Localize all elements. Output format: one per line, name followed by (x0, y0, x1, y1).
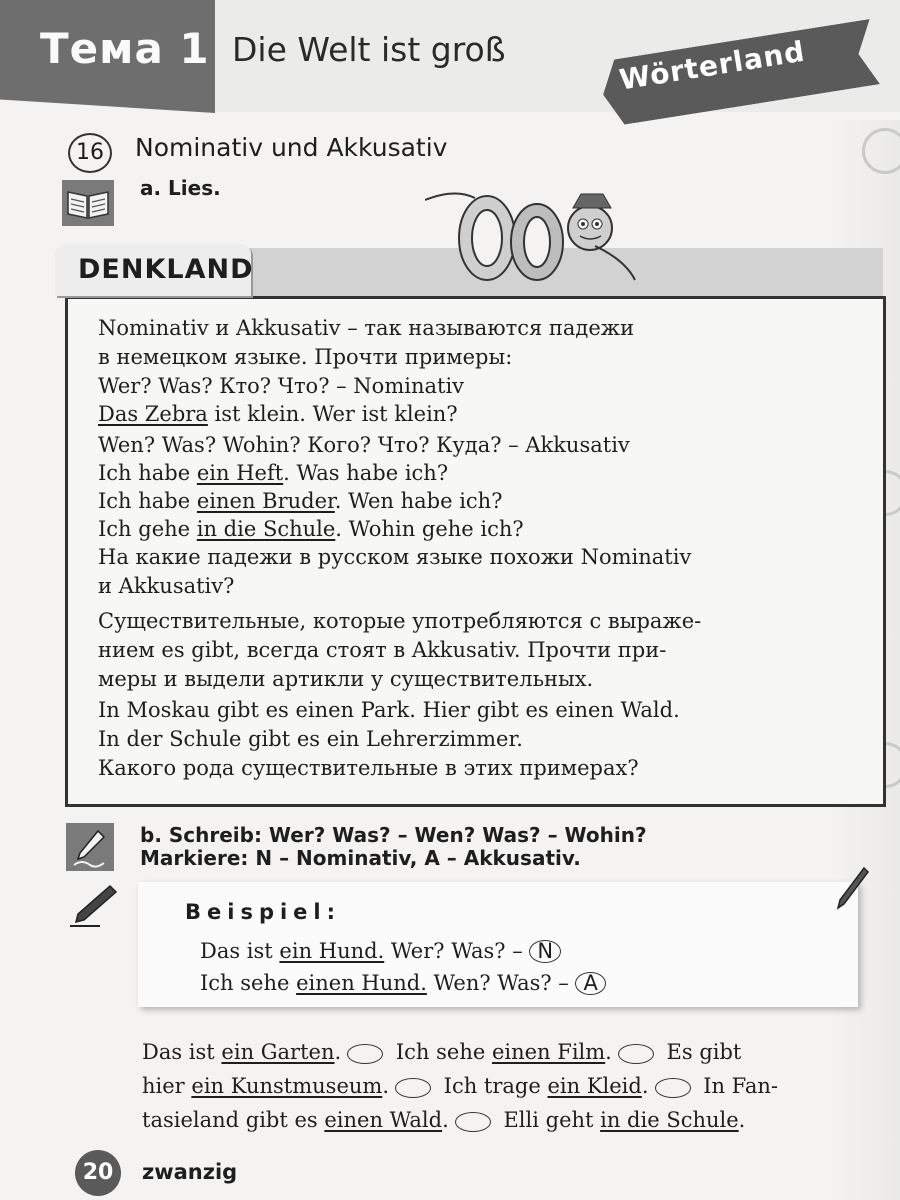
part-a-instruction: a. Lies. (140, 176, 221, 200)
exercise-title: Nominativ und Akkusativ (135, 133, 448, 162)
pen-icon (66, 823, 114, 871)
denkland-text-line: На какие падежи в русском языке похожи Nominativ (98, 545, 692, 569)
beispiel-example: Ich sehe einen Hund. Wen? Was? – A (200, 972, 606, 995)
answer-blank[interactable] (395, 1078, 431, 1098)
denkland-text-line: в немецком языке. Прочти примеры: (98, 345, 513, 369)
pencil-icon (70, 882, 120, 928)
denkland-text-line: Существительные, которые употребляются с выраже- (98, 609, 702, 633)
denkland-example-line: Das Zebra ist klein. Wer ist klein? (98, 402, 458, 426)
topic-label: Тема 1 (40, 24, 210, 73)
denkland-text-line: In der Schule gibt es ein Lehrerzimmer. (98, 727, 523, 751)
section-banner-label: Wörterland (617, 34, 808, 97)
part-b-instruction: b. Schreib: Wer? Was? – Wen? Was? – Wohin? (140, 823, 647, 847)
answer-blank[interactable] (347, 1044, 383, 1064)
denkland-text-line: Wen? Was? Wohin? Кого? Что? Куда? – Akkusativ (98, 433, 630, 457)
denkland-text-line: In Moskau gibt es einen Park. Hier gibt es einen Wald. (98, 698, 680, 722)
denkland-example-line: Ich gehe in die Schule. Wohin gehe ich? (98, 517, 524, 541)
denkland-example-line: Ich habe einen Bruder. Wen habe ich? (98, 489, 503, 513)
task-line: Das ist ein Garten. Ich sehe einen Film. Es gibt (142, 1040, 742, 1064)
task-line: tasieland gibt es einen Wald. Elli geht in die Schule. (142, 1108, 746, 1132)
denkland-text-line: нием es gibt, всегда стоят в Akkusativ. Прочти при- (98, 638, 667, 662)
denkland-text-line: Nominativ и Akkusativ – так называются падежи (98, 316, 635, 340)
bleed-circle (862, 128, 900, 174)
page-number-badge: 20 (75, 1150, 121, 1196)
denkland-text-line: Wer? Was? Кто? Что? – Nominativ (98, 374, 465, 398)
denkland-label: DENKLAND (78, 254, 254, 285)
case-mark-badge: N (529, 940, 561, 963)
denkland-text-line: Какого рода существительные в этих примерах? (98, 756, 639, 780)
answer-blank[interactable] (455, 1112, 491, 1132)
task-line: hier ein Kunstmuseum. Ich trage ein Kleid. In Fan- (142, 1074, 778, 1098)
case-mark-badge: A (575, 972, 605, 995)
denkland-text-line: меры и выдели артикли у существительных. (98, 667, 594, 691)
book-icon (62, 180, 114, 226)
exercise-number: 16 (68, 133, 112, 173)
page-number-word: zwanzig (142, 1160, 238, 1184)
answer-blank[interactable] (655, 1078, 691, 1098)
topic-title: Die Welt ist groß (232, 30, 506, 69)
beispiel-example: Das ist ein Hund. Wer? Was? – N (200, 940, 561, 963)
beispiel-heading: Beispiel: (185, 900, 342, 924)
answer-blank[interactable] (618, 1044, 654, 1064)
pencil-icon (836, 866, 870, 910)
part-b-instruction: Markiere: N – Nominativ, A – Akkusativ. (140, 846, 581, 870)
denkland-text-line: и Akkusativ? (98, 574, 235, 598)
snake-mascot-illustration (425, 180, 655, 290)
denkland-example-line: Ich habe ein Heft. Was habe ich? (98, 461, 449, 485)
